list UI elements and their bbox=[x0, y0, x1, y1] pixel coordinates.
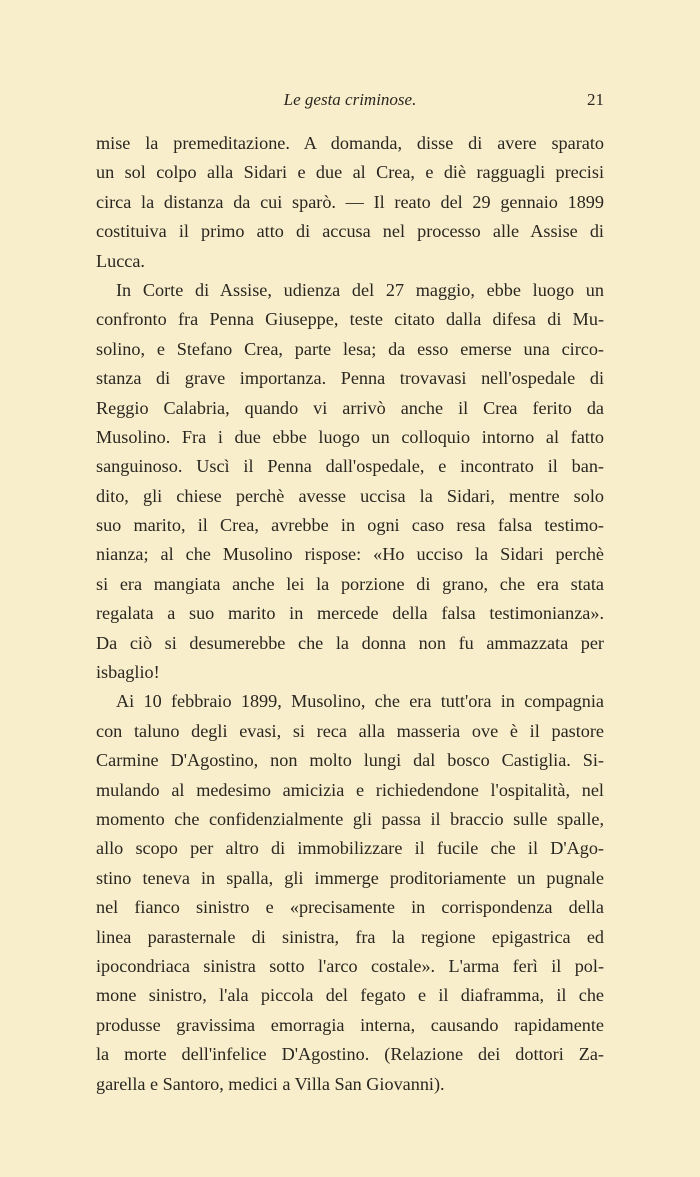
text-line: allo scopo per altro di immobilizzare il fucile che il D'Ago- bbox=[96, 838, 604, 859]
text-line: Da ciò si desumerebbe che la donna non fu ammazzata per bbox=[96, 632, 604, 653]
text-line: con taluno degli evasi, si reca alla masseria ove è il pastore bbox=[96, 720, 604, 741]
paragraph bbox=[96, 687, 604, 1098]
text-line: confronto fra Penna Giuseppe, teste citato dalla difesa di Mu- bbox=[96, 309, 604, 330]
page-body bbox=[96, 129, 604, 1099]
text-line: dito, gli chiese perchè avesse uccisa la Sidari, mentre solo bbox=[96, 485, 604, 506]
text-line: mone sinistro, l'ala piccola del fegato e il diaframma, il che bbox=[96, 985, 604, 1006]
text-line: Reggio Calabria, quando vi arrivò anche il Crea ferito da bbox=[96, 397, 604, 418]
text-line: mise la premeditazione. A domanda, disse di avere sparato bbox=[96, 133, 604, 153]
text-line: Musolino. Fra i due ebbe luogo un colloquio intorno al fatto bbox=[96, 426, 604, 447]
text-line: garella e Santoro, medici a Villa San Giovanni). bbox=[96, 1073, 445, 1094]
text-line: In Corte di Assise, udienza del 27 maggio, ebbe luogo un bbox=[116, 279, 604, 300]
paragraph bbox=[96, 276, 604, 687]
text-line: nianza; al che Musolino rispose: «Ho ucciso la Sidari perchè bbox=[96, 544, 604, 565]
text-line: suo marito, il Crea, avrebbe in ogni caso resa falsa testimo- bbox=[96, 515, 604, 536]
page-number: 21 bbox=[587, 90, 604, 109]
text-line: Lucca. bbox=[96, 250, 145, 271]
running-title: Le gesta criminose. bbox=[283, 90, 417, 109]
text-line: isbaglio! bbox=[96, 662, 160, 683]
text-line: solino, e Stefano Crea, parte lesa; da esso emerse una circo- bbox=[96, 338, 604, 359]
text-line: ipocondriaca sinistra sotto l'arco costale». L'arma ferì il pol- bbox=[96, 955, 604, 976]
text-line: Ai 10 febbraio 1899, Musolino, che era tutt'ora in compagnia bbox=[116, 691, 604, 712]
text-line: un sol colpo alla Sidari e due al Crea, e diè ragguagli precisi bbox=[96, 162, 604, 183]
text-line: si era mangiata anche lei la porzione di grano, che era stata bbox=[96, 573, 604, 594]
page-header bbox=[96, 90, 604, 112]
text-line: produsse gravissima emorragia interna, causando rapidamente bbox=[96, 1014, 604, 1035]
text-line: circa la distanza da cui sparò. — Il reato del 29 gennaio 1899 bbox=[96, 191, 604, 212]
text-line: sanguinoso. Uscì il Penna dall'ospedale, e incontrato il ban- bbox=[96, 456, 604, 477]
paragraph bbox=[96, 129, 604, 276]
text-line: la morte dell'infelice D'Agostino. (Relazione dei dottori Za- bbox=[96, 1044, 604, 1065]
text-line: costituiva il primo atto di accusa nel processo alle Assise di bbox=[96, 221, 604, 242]
text-line: linea parasternale di sinistra, fra la regione epigastrica ed bbox=[96, 926, 604, 947]
text-line: stino teneva in spalla, gli immerge proditoriamente un pugnale bbox=[96, 867, 604, 888]
text-line: nel fianco sinistro e «precisamente in corrispondenza della bbox=[96, 897, 604, 918]
text-line: stanza di grave importanza. Penna trovavasi nell'ospedale di bbox=[96, 368, 604, 389]
text-line: regalata a suo marito in mercede della falsa testimonianza». bbox=[96, 603, 604, 624]
text-line: momento che confidenzialmente gli passa il braccio sulle spalle, bbox=[96, 808, 604, 829]
text-line: mulando al medesimo amicizia e richiedendone l'ospitalità, nel bbox=[96, 779, 604, 800]
text-line: Carmine D'Agostino, non molto lungi dal bosco Castiglia. Si- bbox=[96, 750, 604, 771]
